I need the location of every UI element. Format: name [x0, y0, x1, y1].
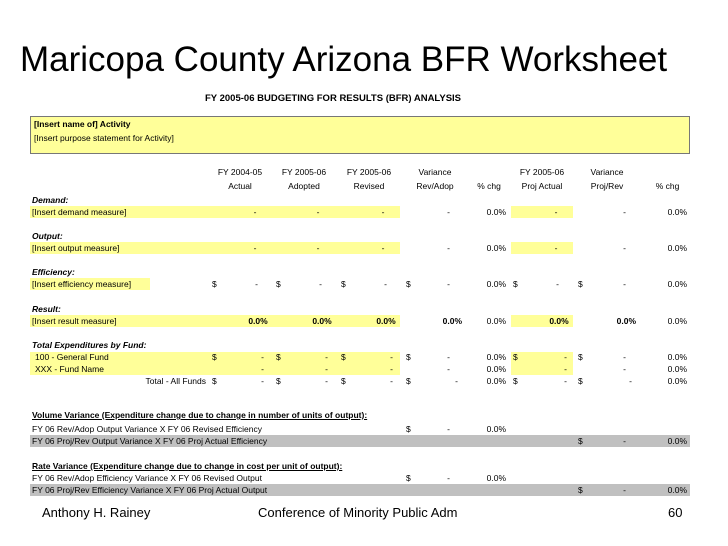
output-pct: 0.0% [486, 243, 506, 253]
fund-adopted: - [325, 364, 328, 374]
fund-variance: - [447, 352, 450, 362]
rate-row-label: FY 06 Proj/Rev Efficiency Variance X FY 06 Proj Actual Output [32, 485, 268, 495]
total-adopted: - [325, 376, 328, 386]
efficiency-pct2: 0.0% [667, 279, 687, 289]
output-adopted: - [316, 243, 320, 253]
demand-pct2: 0.0% [667, 207, 687, 217]
fund-proj: - [564, 352, 567, 362]
efficiency-actual: - [255, 279, 258, 289]
output-actual: - [253, 243, 257, 253]
worksheet-subtitle: FY 2005-06 BUDGETING FOR RESULTS (BFR) ANALYSIS [205, 93, 462, 104]
output-proj: - [554, 243, 558, 253]
efficiency-adopted-currency: $ [276, 279, 281, 289]
fund-revised: - [390, 352, 393, 362]
currency-sign: $ [276, 376, 281, 386]
volume-row-label: FY 06 Proj/Rev Output Variance X FY 06 Proj Actual Efficiency [32, 436, 268, 446]
col-proj-line1: FY 2005-06 [519, 167, 565, 177]
currency-sign: $ [276, 352, 281, 362]
output-variance: - [447, 243, 450, 253]
total-actual: - [261, 376, 264, 386]
col-variance1-line2: Rev/Adop [416, 181, 454, 191]
fund-pct: 0.0% [486, 352, 506, 362]
result-heading: Result: [32, 304, 61, 314]
activity-purpose: [Insert purpose statement for Activity] [34, 133, 174, 143]
demand-measure-label: [Insert demand measure] [32, 207, 127, 217]
rate-row-pct: 0.0% [667, 485, 687, 495]
fund-adopted: - [325, 352, 328, 362]
fund-pct2: 0.0% [667, 352, 687, 362]
output-pct2: 0.0% [667, 243, 687, 253]
col-variance2-line2: Proj/Rev [590, 181, 624, 191]
currency-sign: $ [513, 352, 518, 362]
col-fy0405-line2: Actual [228, 181, 252, 191]
col-variance1-line1: Variance [418, 167, 452, 177]
demand-proj: - [554, 207, 558, 217]
rate-row-value: - [623, 485, 626, 495]
currency-sign: $ [406, 352, 411, 362]
volume-row-value: - [447, 424, 450, 434]
currency-sign: $ [513, 376, 518, 386]
efficiency-actual-currency: $ [212, 279, 217, 289]
efficiency-proj-currency: $ [513, 279, 518, 289]
result-pct2: 0.0% [667, 316, 687, 326]
currency-sign: $ [578, 376, 583, 386]
efficiency-revised: - [384, 279, 387, 289]
activity-header-box [30, 116, 690, 154]
volume-variance-heading: Volume Variance (Expenditure change due to change in number of units of output): [32, 410, 368, 420]
efficiency-variance: - [447, 279, 450, 289]
fund-pct: 0.0% [486, 364, 506, 374]
output-variance2: - [623, 243, 626, 253]
total-revised: - [390, 376, 393, 386]
demand-variance2: - [623, 207, 626, 217]
slide-title: Maricopa County Arizona BFR Worksheet [20, 40, 668, 79]
demand-revised: - [381, 207, 385, 217]
fund-variance2: - [623, 364, 626, 374]
total-proj: - [564, 376, 567, 386]
currency-sign: $ [212, 352, 217, 362]
output-heading: Output: [32, 231, 63, 241]
fund-revised: - [390, 364, 393, 374]
fund-actual: - [261, 364, 264, 374]
funds-heading: Total Expenditures by Fund: [32, 340, 147, 350]
volume-row-value: - [623, 436, 626, 446]
fund-proj: - [564, 364, 567, 374]
currency-sign: $ [406, 473, 411, 483]
demand-adopted: - [316, 207, 320, 217]
result-pct: 0.0% [486, 316, 506, 326]
currency-sign: $ [406, 424, 411, 434]
efficiency-pct: 0.0% [486, 279, 506, 289]
col-adopted-line1: FY 2005-06 [281, 167, 327, 177]
efficiency-proj: - [556, 279, 559, 289]
demand-actual: - [253, 207, 257, 217]
col-fy0405-line1: FY 2004-05 [217, 167, 263, 177]
efficiency-variance2: - [623, 279, 626, 289]
output-measure-label: [Insert output measure] [32, 243, 120, 253]
efficiency-heading: Efficiency: [32, 267, 75, 277]
fund-pct2: 0.0% [667, 364, 687, 374]
fund-label: 100 - General Fund [35, 352, 109, 362]
total-pct: 0.0% [486, 376, 506, 386]
volume-row-pct: 0.0% [667, 436, 687, 446]
result-variance2: 0.0% [616, 316, 636, 326]
rate-variance-heading: Rate Variance (Expenditure change due to change in cost per unit of output): [32, 461, 343, 471]
demand-variance: - [447, 207, 450, 217]
efficiency-revised-currency: $ [341, 279, 346, 289]
result-proj: 0.0% [549, 316, 569, 326]
efficiency-variance2-currency: $ [578, 279, 583, 289]
fund-actual: - [261, 352, 264, 362]
activity-name: [Insert name of] Activity [34, 119, 131, 129]
fund-variance: - [447, 364, 450, 374]
fund-variance2: - [623, 352, 626, 362]
col-proj-line2: Proj Actual [521, 181, 563, 191]
col-adopted-line2: Adopted [288, 181, 320, 191]
demand-heading: Demand: [32, 195, 69, 205]
volume-row-pct: 0.0% [486, 424, 506, 434]
footer-author: Anthony H. Rainey [42, 505, 151, 520]
result-revised: 0.0% [376, 316, 396, 326]
currency-sign: $ [578, 485, 583, 495]
output-revised: - [381, 243, 385, 253]
efficiency-adopted: - [319, 279, 322, 289]
col-pct-chg-2: % chg [655, 181, 680, 191]
rate-row-value: - [447, 473, 450, 483]
demand-pct: 0.0% [486, 207, 506, 217]
efficiency-measure-label: [Insert efficiency measure] [32, 279, 132, 289]
currency-sign: $ [212, 376, 217, 386]
result-variance: 0.0% [442, 316, 462, 326]
currency-sign: $ [406, 376, 411, 386]
rate-row-pct: 0.0% [486, 473, 506, 483]
col-pct-chg-1: % chg [477, 181, 501, 191]
footer-conference: Conference of Minority Public Adm [258, 505, 458, 520]
volume-row-label: FY 06 Rev/Adop Output Variance X FY 06 Revised Efficiency [32, 424, 262, 434]
efficiency-variance-currency: $ [406, 279, 411, 289]
result-measure-label: [Insert result measure] [32, 316, 117, 326]
total-variance2: - [629, 376, 632, 386]
currency-sign: $ [578, 436, 583, 446]
rate-row-label: FY 06 Rev/Adop Efficiency Variance X FY 06 Revised Output [32, 473, 262, 483]
currency-sign: $ [341, 376, 346, 386]
total-label: Total - All Funds [145, 376, 206, 386]
total-variance: - [455, 376, 458, 386]
total-pct2: 0.0% [667, 376, 687, 386]
col-revised-line1: FY 2005-06 [346, 167, 392, 177]
result-adopted: 0.0% [312, 316, 332, 326]
currency-sign: $ [578, 352, 583, 362]
currency-sign: $ [341, 352, 346, 362]
result-actual: 0.0% [248, 316, 268, 326]
fund-label: XXX - Fund Name [35, 364, 104, 374]
col-variance2-line1: Variance [590, 167, 624, 177]
col-revised-line2: Revised [353, 181, 385, 191]
footer-page-number: 60 [668, 505, 683, 520]
